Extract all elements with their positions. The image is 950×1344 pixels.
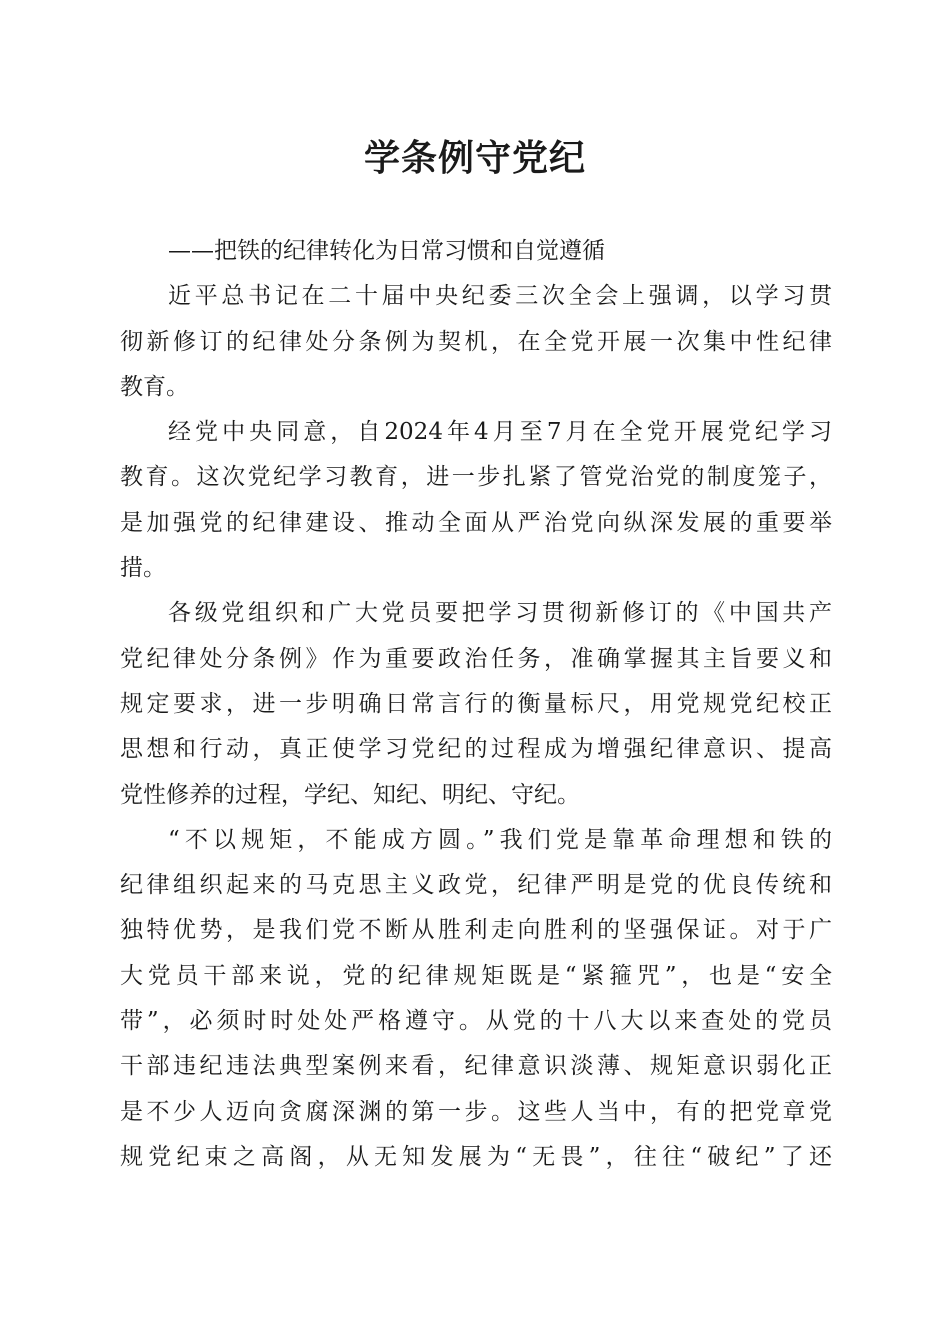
text-line: 党纪律处分条例》作为重要政治任务，准确掌握其主旨要义和 [120,645,832,672]
text-line: 规党纪束之高阁，从无知发展为“无畏”，往往“破纪”了还 [120,1143,832,1170]
text-line: 大党员干部来说，党的纪律规矩既是“紧箍咒”，也是“安全 [120,962,832,989]
text-line: 教育。这次党纪学习教育，进一步扎紧了管党治党的制度笼子， [120,464,832,491]
text-line: 是加强党的纪律建设、推动全面从严治党向纵深发展的重要举 [120,509,832,536]
text-line: 独特优势，是我们党不断从胜利走向胜利的坚强保证。对于广 [120,917,832,944]
text-line: “不以规矩，不能成方圆。”我们党是靠革命理想和铁的 [168,826,832,853]
text-line: 思想和行动，真正使学习党纪的过程成为增强纪律意识、提高 [120,736,832,763]
text-line: 干部违纪违法典型案例来看，纪律意识淡薄、规矩意识弱化正 [120,1053,832,1080]
text-line: 各级党组织和广大党员要把学习贯彻新修订的《中国共产 [168,600,832,627]
text-line: 措。 [120,555,166,582]
document-title: 学条例守党纪 [363,137,586,179]
text-line: 带”，必须时时处处严格遵守。从党的十八大以来查处的党员 [120,1008,832,1035]
text-line: 规定要求，进一步明确日常言行的衡量标尺，用党规党纪校正 [120,690,832,717]
text-line: 党性修养的过程，学纪、知纪、明纪、守纪。 [120,781,580,808]
document-body [120,229,832,1180]
text-line: 是不少人迈向贪腐深渊的第一步。这些人当中，有的把党章党 [120,1098,832,1125]
text-line: 近平总书记在二十届中央纪委三次全会上强调，以学习贯 [168,283,832,310]
text-line: ——把铁的纪律转化为日常习惯和自觉遵循 [168,238,605,264]
text-line: 纪律组织起来的马克思主义政党，纪律严明是党的优良传统和 [120,872,832,899]
text-line: 经党中央同意，自2024年4月至7月在全党开展党纪学习 [168,419,832,446]
text-line: 彻新修订的纪律处分条例为契机，在全党开展一次集中性纪律 [120,328,832,355]
text-line: 教育。 [120,373,189,400]
